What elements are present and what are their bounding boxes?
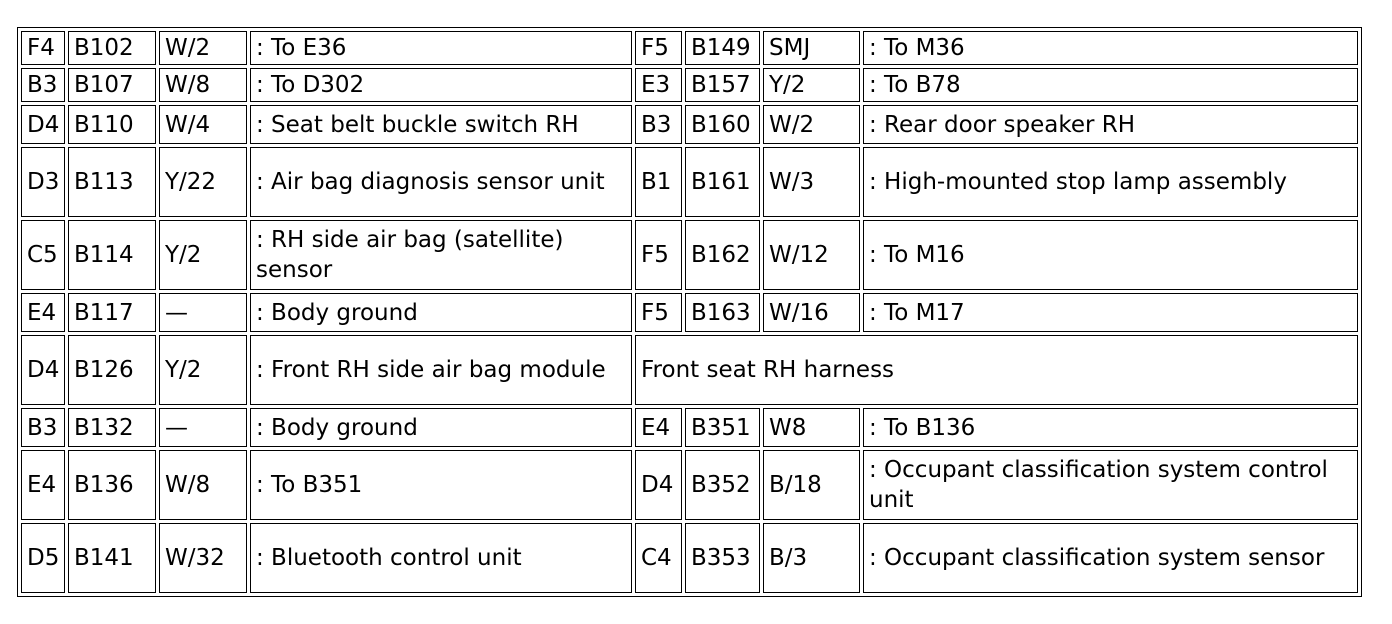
- connector-color-cell: W/8: [159, 68, 247, 102]
- description-cell: : To M16: [863, 220, 1358, 290]
- connector-table: [17, 27, 1362, 597]
- connector-code-cell: B161: [685, 147, 760, 217]
- grid-cell: F5: [635, 293, 682, 332]
- grid-cell: B3: [635, 105, 682, 144]
- grid-cell: F5: [635, 31, 682, 65]
- connector-code-cell: B351: [685, 408, 760, 447]
- connector-code-cell: B117: [68, 293, 156, 332]
- description-cell: : To E36: [250, 31, 632, 65]
- harness-section-header: Front seat RH harness: [635, 335, 1358, 405]
- connector-code-cell: B163: [685, 293, 760, 332]
- connector-code-cell: B353: [685, 523, 760, 593]
- grid-cell: B3: [21, 408, 65, 447]
- description-cell: : To M36: [863, 31, 1358, 65]
- description-cell: : To B136: [863, 408, 1358, 447]
- grid-cell: E4: [21, 450, 65, 520]
- table-row: [21, 408, 1358, 447]
- grid-cell: B1: [635, 147, 682, 217]
- description-cell: : Body ground: [250, 408, 632, 447]
- description-cell: : Body ground: [250, 293, 632, 332]
- grid-cell: E4: [635, 408, 682, 447]
- grid-cell: D3: [21, 147, 65, 217]
- connector-color-cell: Y/2: [159, 220, 247, 290]
- connector-list: [17, 27, 1362, 597]
- connector-code-cell: B102: [68, 31, 156, 65]
- connector-color-cell: W/16: [763, 293, 860, 332]
- connector-code-cell: B126: [68, 335, 156, 405]
- description-cell: : Rear door speaker RH: [863, 105, 1358, 144]
- description-cell: : To B351: [250, 450, 632, 520]
- description-cell: : Air bag diagnosis sensor unit: [250, 147, 632, 217]
- grid-cell: E3: [635, 68, 682, 102]
- table-row: [21, 31, 1358, 65]
- connector-color-cell: W/32: [159, 523, 247, 593]
- description-cell: : RH side air bag (satellite) sensor: [250, 220, 632, 290]
- table-row: [21, 450, 1358, 520]
- connector-color-cell: W8: [763, 408, 860, 447]
- connector-code-cell: B107: [68, 68, 156, 102]
- table-row: [21, 293, 1358, 332]
- description-cell: : To D302: [250, 68, 632, 102]
- table-row: [21, 523, 1358, 593]
- grid-cell: D4: [21, 335, 65, 405]
- connector-color-cell: Y/2: [159, 335, 247, 405]
- connector-code-cell: B141: [68, 523, 156, 593]
- connector-color-cell: W/12: [763, 220, 860, 290]
- connector-color-cell: W/2: [763, 105, 860, 144]
- connector-color-cell: W/3: [763, 147, 860, 217]
- connector-code-cell: B136: [68, 450, 156, 520]
- grid-cell: C5: [21, 220, 65, 290]
- grid-cell: F4: [21, 31, 65, 65]
- connector-color-cell: W/2: [159, 31, 247, 65]
- connector-color-cell: Y/22: [159, 147, 247, 217]
- grid-cell: F5: [635, 220, 682, 290]
- grid-cell: D5: [21, 523, 65, 593]
- connector-color-cell: SMJ: [763, 31, 860, 65]
- table-row: [21, 147, 1358, 217]
- connector-color-cell: W/8: [159, 450, 247, 520]
- description-cell: : High-mounted stop lamp assembly: [863, 147, 1358, 217]
- grid-cell: D4: [635, 450, 682, 520]
- table-row: [21, 68, 1358, 102]
- connector-code-cell: B132: [68, 408, 156, 447]
- connector-color-cell: —: [159, 293, 247, 332]
- connector-code-cell: B114: [68, 220, 156, 290]
- connector-code-cell: B162: [685, 220, 760, 290]
- table-row: [21, 105, 1358, 144]
- connector-code-cell: B160: [685, 105, 760, 144]
- description-cell: : Occupant classification system control unit: [863, 450, 1358, 520]
- connector-color-cell: B/18: [763, 450, 860, 520]
- connector-color-cell: —: [159, 408, 247, 447]
- connector-code-cell: B157: [685, 68, 760, 102]
- connector-code-cell: B149: [685, 31, 760, 65]
- description-cell: : Bluetooth control unit: [250, 523, 632, 593]
- description-cell: : To B78: [863, 68, 1358, 102]
- description-cell: : Occupant classification system sensor: [863, 523, 1358, 593]
- grid-cell: B3: [21, 68, 65, 102]
- connector-code-cell: B110: [68, 105, 156, 144]
- description-cell: : Seat belt buckle switch RH: [250, 105, 632, 144]
- table-row: [21, 220, 1358, 290]
- connector-color-cell: W/4: [159, 105, 247, 144]
- description-cell: : To M17: [863, 293, 1358, 332]
- grid-cell: E4: [21, 293, 65, 332]
- table-row: [21, 335, 1358, 405]
- connector-code-cell: B113: [68, 147, 156, 217]
- connector-color-cell: B/3: [763, 523, 860, 593]
- connector-color-cell: Y/2: [763, 68, 860, 102]
- description-cell: : Front RH side air bag module: [250, 335, 632, 405]
- grid-cell: C4: [635, 523, 682, 593]
- grid-cell: D4: [21, 105, 65, 144]
- connector-code-cell: B352: [685, 450, 760, 520]
